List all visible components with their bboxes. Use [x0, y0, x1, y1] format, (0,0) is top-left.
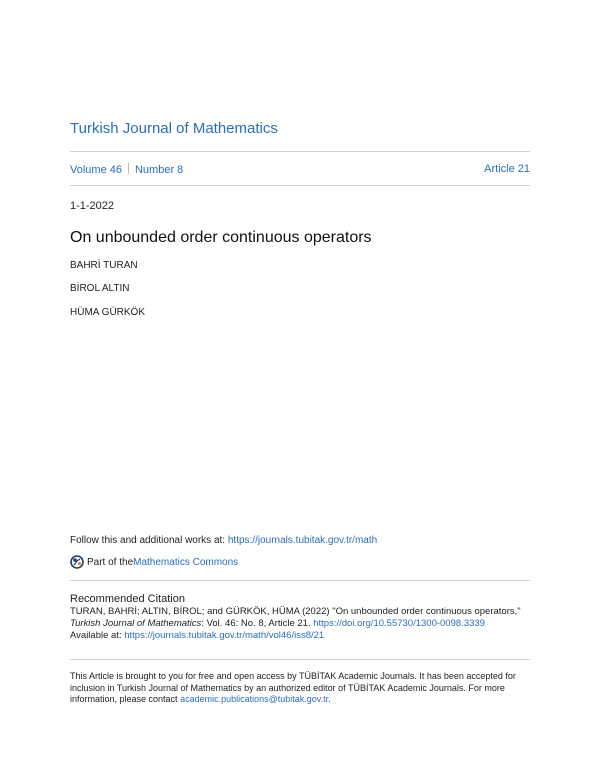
publication-date: 1-1-2022: [70, 200, 115, 212]
volume-link[interactable]: Volume 46: [70, 164, 122, 176]
follow-works-line: [70, 535, 377, 546]
citation-journal-name: Turkish Journal of Mathematics: [70, 618, 202, 629]
author-3[interactable]: HÜMA GÜRKÖK: [70, 307, 146, 318]
article-number-link[interactable]: Article 21: [484, 163, 530, 175]
citation-line-2: [70, 618, 540, 630]
header-divider: [70, 151, 530, 152]
citation-line-1: TURAN, BAHRİ; ALTIN, BİROL; and GÜRKÖK, HÜMA (2022) "On unbounded order continuous operators,": [70, 606, 521, 617]
recommended-citation-heading: Recommended Citation: [70, 593, 185, 605]
footer-divider: [70, 659, 530, 660]
access-note-line-1: This Article is brought to you for free and open access by TÜBİTAK Academic Journals. It has been accepted for: [70, 671, 516, 681]
citation-divider: [70, 580, 530, 581]
journal-title[interactable]: Turkish Journal of Mathematics: [70, 120, 278, 137]
breadcrumb-separator: [128, 163, 129, 174]
author-1[interactable]: BAHRİ TURAN: [70, 260, 138, 271]
available-prefix: Available at:: [70, 630, 125, 641]
contact-suffix: .: [328, 694, 331, 704]
commons-line: [70, 555, 238, 569]
follow-prefix: Follow this and additional works at:: [70, 535, 228, 546]
citation-volume-info: : Vol. 46: No. 8, Article 21.: [201, 618, 314, 629]
mathematics-commons-link[interactable]: Mathematics Commons: [133, 556, 239, 568]
follow-url-link[interactable]: https://journals.tubitak.gov.tr/math: [227, 535, 378, 546]
citation-line-3: [70, 630, 540, 642]
issue-breadcrumb: [70, 163, 183, 176]
contact-email-link[interactable]: academic.publications@tubitak.gov.tr: [180, 694, 329, 704]
number-link[interactable]: Number 8: [134, 164, 184, 176]
paper-title: On unbounded order continuous operators: [70, 229, 372, 246]
breadcrumb-divider: [70, 185, 530, 186]
author-2[interactable]: BİROL ALTIN: [70, 283, 130, 294]
access-note: [70, 671, 540, 706]
commons-prefix: Part of the: [87, 556, 134, 568]
access-note-line-3: [70, 694, 540, 706]
contact-prefix: information, please contact: [70, 694, 181, 704]
network-commons-icon: [70, 555, 84, 569]
access-note-line-2: inclusion in Turkish Journal of Mathematics by an authorized editor of TÜBİTAK Academic Journals. For more: [70, 682, 505, 693]
citation-block: [70, 606, 540, 642]
doi-link[interactable]: https://doi.org/10.55730/1300-0098.3339: [313, 618, 485, 629]
available-url-link[interactable]: https://journals.tubitak.gov.tr/math/vol46/iss8/21: [124, 630, 325, 641]
